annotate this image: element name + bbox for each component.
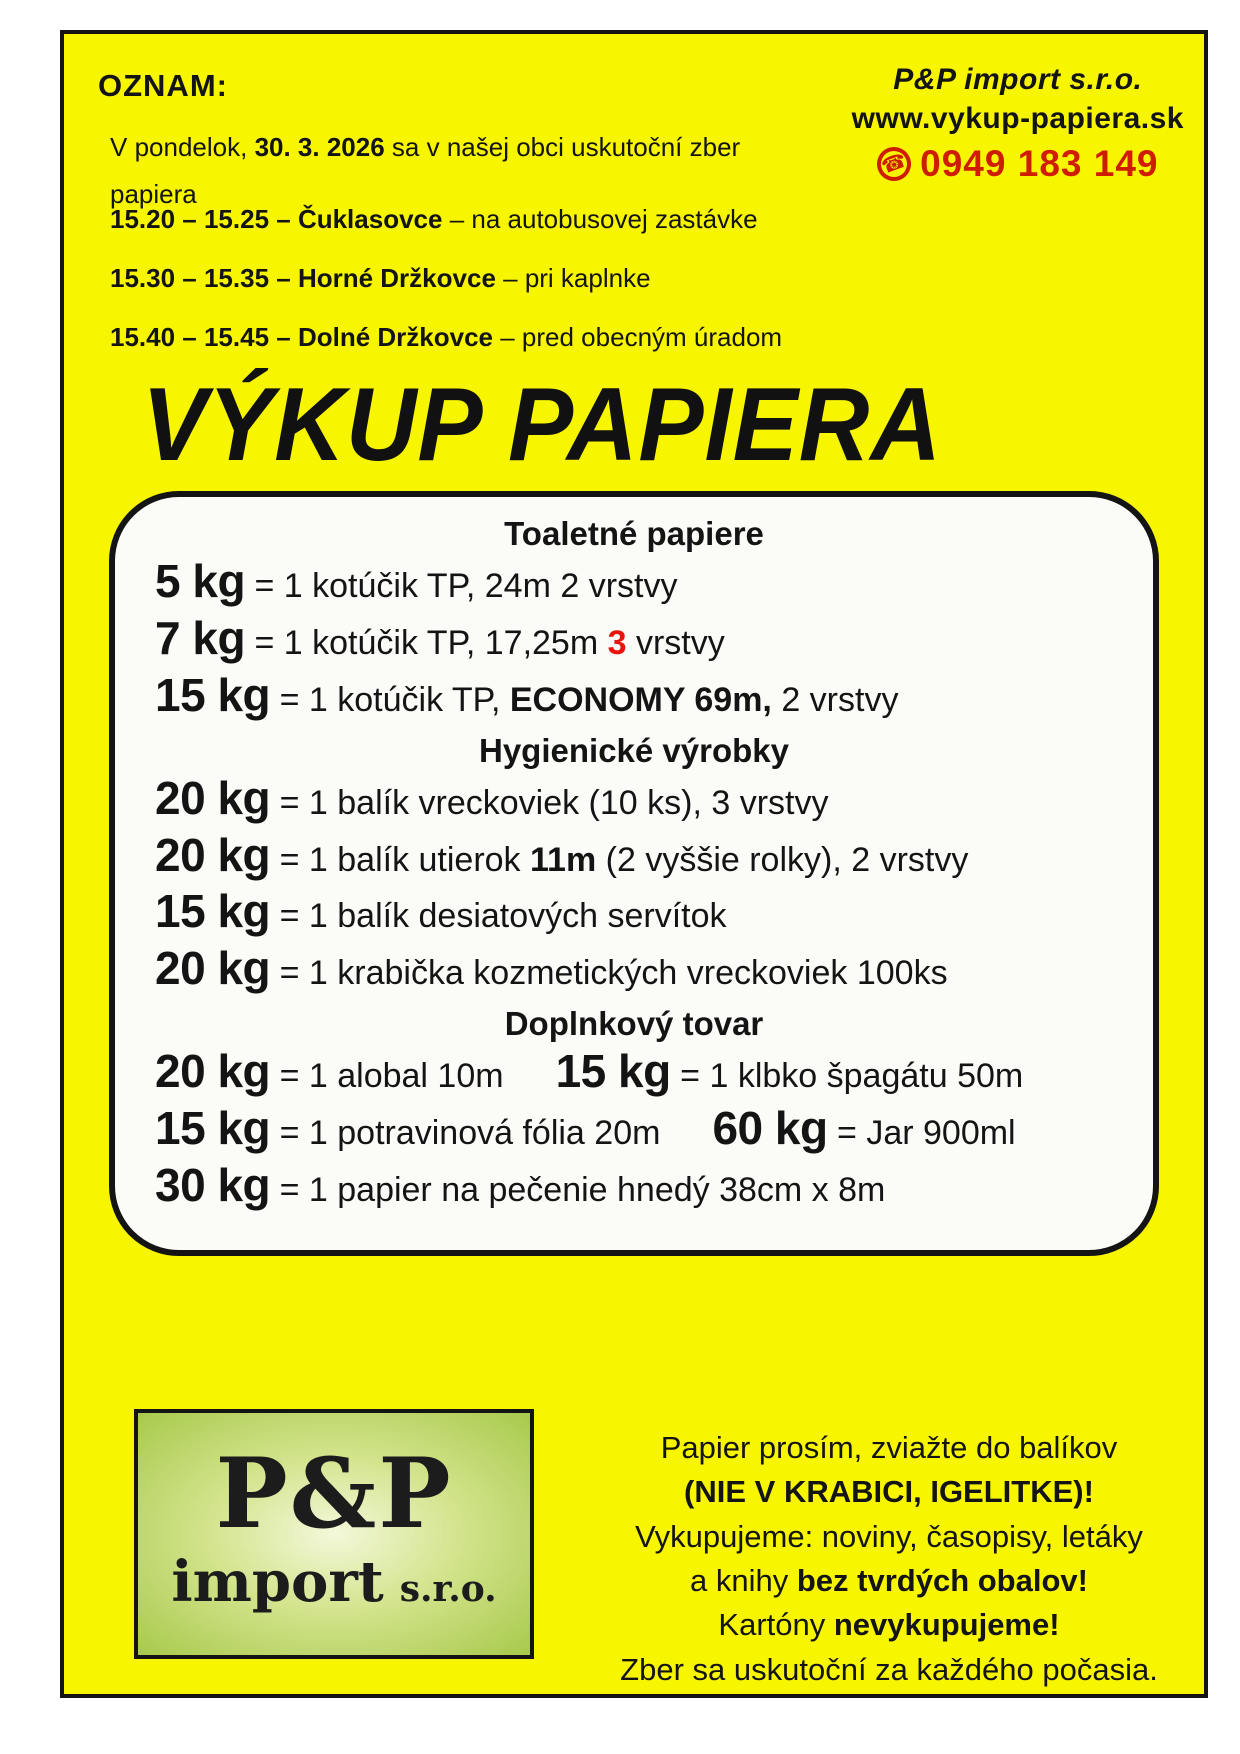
- section-doplnkovy-tovar: [141, 1005, 1127, 1214]
- oznam-heading: OZNAM:: [98, 68, 228, 103]
- main-title: VÝKUP PAPIERA: [142, 367, 942, 483]
- text-segment: Zber sa uskutoční za každého počasia.: [620, 1651, 1158, 1687]
- price-row: [155, 829, 1127, 884]
- note-line: [544, 1648, 1234, 1692]
- logo-sro-text: s.r.o.: [399, 1567, 497, 1610]
- logo-import-text: import: [171, 1548, 384, 1615]
- price-row: [155, 1159, 1127, 1214]
- flyer-background: [60, 30, 1208, 1698]
- text-segment: = 1 klbko špagátu 50m: [670, 1057, 1024, 1096]
- section-heading: Toaletné papiere: [504, 515, 764, 552]
- text-segment: 15.30 – 15.35 – Horné Držkovce: [110, 263, 496, 293]
- price-row: [155, 1102, 1127, 1157]
- price-row: [155, 942, 1127, 997]
- price-rows: [141, 1045, 1127, 1214]
- text-segment: = Jar 900ml: [827, 1114, 1016, 1153]
- text-segment: 20 kg: [155, 828, 271, 881]
- text-segment: 30 kg: [155, 1159, 271, 1212]
- price-row: [155, 612, 1127, 667]
- text-segment: Papier prosím, zviažte do balíkov: [660, 1430, 1118, 1465]
- text-segment: – pred obecným úradom: [493, 322, 783, 352]
- text-segment: = 1 balík utierok: [270, 840, 531, 879]
- collection-notes: [544, 1426, 1234, 1692]
- text-segment: 20 kg: [155, 1045, 271, 1098]
- note-line: [544, 1470, 1234, 1514]
- price-row: [155, 555, 1127, 610]
- text-segment: ECONOMY 69m,: [509, 680, 772, 719]
- text-segment: sa v našej obci uskutoční zber papiera: [110, 132, 748, 209]
- text-segment: = 1 balík vreckoviek (10 ks), 3 vrstvy: [270, 783, 829, 822]
- price-row: [155, 885, 1127, 940]
- phone-number: 0949 183 149: [920, 143, 1159, 184]
- logo-subtitle: [171, 1549, 496, 1615]
- text-segment: = 1 krabička kozmetických vreckoviek 100ks: [270, 954, 948, 993]
- schedule-line: [110, 322, 782, 353]
- note-line: [544, 1559, 1234, 1603]
- text-segment: V pondelok,: [110, 132, 255, 162]
- text-segment: – na autobusovej zastávke: [442, 204, 758, 234]
- section-heading: Doplnkový tovar: [504, 1005, 764, 1043]
- text-segment: bez tvrdých obalov!: [796, 1562, 1088, 1598]
- note-line: [544, 1603, 1234, 1647]
- website-url: www.vykup-papiera.sk: [851, 102, 1184, 135]
- text-segment: = 1 kotúčik TP, 24m 2 vrstvy: [245, 567, 678, 605]
- text-segment: 7 kg: [155, 611, 246, 664]
- schedule-list: [110, 204, 782, 381]
- text-segment: 15.40 – 15.45 – Dolné Držkovce: [110, 322, 494, 352]
- text-segment: 20 kg: [155, 942, 271, 995]
- note-line: [544, 1515, 1234, 1559]
- text-segment: 5 kg: [155, 555, 246, 607]
- text-segment: a knihy: [690, 1562, 797, 1598]
- note-line: [544, 1426, 1234, 1470]
- text-segment: vrstvy: [626, 623, 725, 662]
- schedule-line: [110, 204, 782, 235]
- text-segment: 15 kg: [155, 668, 271, 721]
- text-segment: 15.20 – 15.25 – Čuklasovce: [110, 204, 443, 234]
- text-segment: 60 kg: [712, 1102, 828, 1155]
- section-toaletne-papiere: [141, 515, 1127, 724]
- text-segment: = 1 papier na pečenie hnedý 38cm x 8m: [270, 1171, 886, 1210]
- text-segment: (2 vyššie rolky), 2 vrstvy: [596, 840, 969, 879]
- text-segment: 15 kg: [555, 1045, 671, 1098]
- text-segment: Kartóny: [718, 1607, 834, 1643]
- company-logo: [134, 1409, 534, 1659]
- text-segment: = 1 kotúčik TP, 17,25m: [245, 623, 608, 662]
- text-segment: 11m: [530, 840, 597, 879]
- text-segment: 15 kg: [155, 885, 271, 938]
- text-segment: nevykupujeme!: [833, 1607, 1060, 1643]
- text-segment: – pri kaplnke: [495, 263, 651, 293]
- text-segment: = 1 balík desiatových servítok: [270, 897, 727, 936]
- text-segment: = 1 potravinová fólia 20m: [270, 1114, 661, 1153]
- text-segment: 3: [607, 623, 627, 662]
- price-box: [109, 491, 1159, 1256]
- section-heading: Hygienické výrobky: [479, 731, 789, 769]
- company-header: [852, 60, 1184, 188]
- logo-pp-text: P&P: [215, 1437, 453, 1551]
- price-row: [155, 772, 1127, 827]
- text-segment: Vykupujeme: noviny, časopisy, letáky: [635, 1518, 1143, 1554]
- price-row: [155, 669, 1127, 724]
- price-rows: [141, 772, 1127, 998]
- phone-row: [852, 140, 1184, 188]
- phone-circle-icon: ☎: [872, 142, 916, 186]
- company-name: P&P import s.r.o.: [893, 63, 1143, 96]
- price-row: [155, 1045, 1127, 1100]
- text-segment: 2 vrstvy: [771, 680, 899, 719]
- text-segment: (NIE V KRABICI, IGELITKE)!: [684, 1474, 1094, 1510]
- text-segment: 30. 3. 2026: [254, 132, 385, 162]
- text-segment: 15 kg: [155, 1102, 271, 1155]
- schedule-line: [110, 263, 782, 294]
- text-segment: = 1 kotúčik TP,: [270, 680, 510, 719]
- price-rows: [141, 555, 1127, 724]
- text-segment: 20 kg: [155, 771, 271, 824]
- section-hygienicke-vyrobky: [141, 732, 1127, 998]
- text-segment: = 1 alobal 10m: [270, 1057, 504, 1096]
